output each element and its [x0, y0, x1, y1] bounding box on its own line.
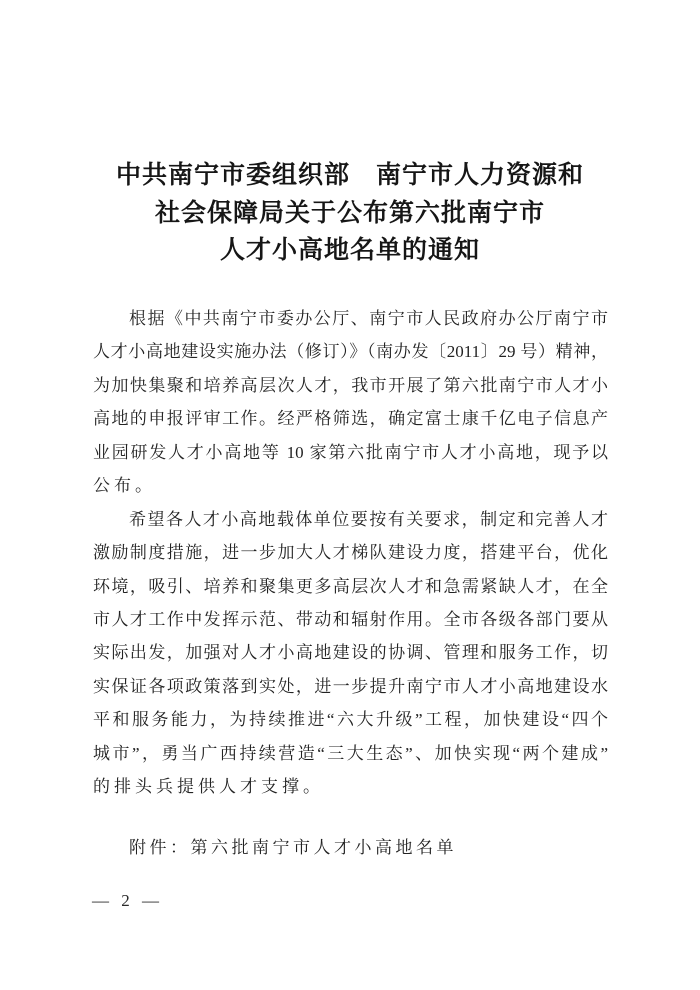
title-line-3: 人才小高地名单的通知	[219, 236, 480, 264]
body-line: 为加快集聚和培养高层次人才，我市开展了第六批南宁市人才小	[93, 375, 608, 395]
body-line: 公布。	[93, 476, 156, 496]
paragraph-1	[93, 302, 608, 503]
document-body	[93, 302, 608, 804]
page-number: — 2 —	[92, 891, 163, 910]
document-title	[40, 157, 660, 270]
body-line: 城市”，勇当广西持续营造“三大生态”、加快实现“两个建成”	[93, 743, 608, 763]
body-line: 人才小高地建设实施办法（修订）》（南办发〔2011〕29 号）精神，	[93, 342, 608, 362]
body-line: 实际出发，加强对人才小高地建设的协调、管理和服务工作，切	[93, 643, 608, 663]
body-line: 希望各人才小高地载体单位要按有关要求，制定和完善人才	[129, 509, 608, 529]
body-line: 业园研发人才小高地等 10 家第六批南宁市人才小高地，现予以	[93, 442, 608, 462]
body-line: 高地的申报评审工作。经严格筛选，确定富士康千亿电子信息产	[93, 409, 608, 429]
body-line: 实保证各项政策落到实处，进一步提升南宁市人才小高地建设水	[93, 676, 608, 696]
title-line-2: 社会保障局关于公布第六批南宁市	[154, 198, 545, 227]
body-line: 激励制度措施，进一步加大人才梯队建设力度，搭建平台，优化	[93, 543, 608, 563]
paragraph-2	[93, 503, 608, 804]
body-line: 的排头兵提供人才支撑。	[93, 777, 324, 797]
body-line: 根据《中共南宁市委办公厅、南宁市人民政府办公厅南宁市	[129, 309, 608, 328]
attachment-line: 附件：第六批南宁市人才小高地名单	[129, 838, 457, 857]
body-line: 市人才工作中发挥示范、带动和辐射作用。全市各级各部门要从	[93, 609, 608, 629]
title-line-1: 中共南宁市委组织部 南宁市人力资源和	[115, 161, 584, 189]
body-line: 环境，吸引、培养和聚集更多高层次人才和急需紧缺人才，在全	[93, 576, 608, 596]
body-line: 平和服务能力，为持续推进“六大升级”工程，加快建设“四个	[93, 710, 608, 730]
